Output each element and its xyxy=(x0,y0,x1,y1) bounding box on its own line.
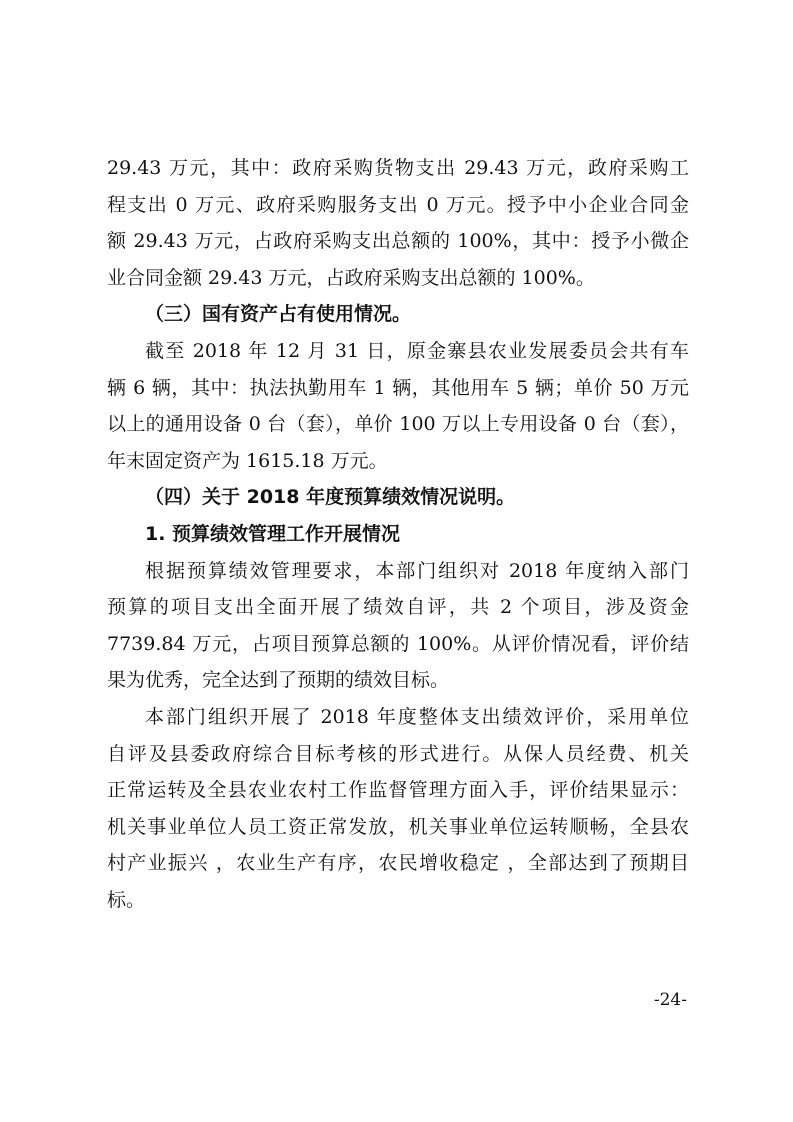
text-line: 额 29.43 万元，占政府采购支出总额的 100%，其中：授予小微企 xyxy=(107,230,689,253)
page-number: -24- xyxy=(653,990,687,1010)
text-line: （三）国有资产占有使用情况。 xyxy=(145,303,412,326)
document-body xyxy=(107,150,689,918)
text-line: 果为优秀，完全达到了预期的绩效目标。 xyxy=(107,669,450,692)
text-line: （四）关于 2018 年度预算绩效情况说明。 xyxy=(145,486,516,509)
text-line: 预算的项目支出全面开展了绩效自评，共 2 个项目，涉及资金 xyxy=(107,596,689,619)
text-line: 根据预算绩效管理要求，本部门组织对 2018 年度纳入部门 xyxy=(145,559,689,582)
text-line: 自评及县委政府综合目标考核的形式进行。从保人员经费、机关 xyxy=(107,742,689,765)
paragraph xyxy=(107,150,689,296)
text-line: 7739.84 万元，占项目预算总额的 100%。从评价情况看，评价结 xyxy=(107,632,689,655)
text-line: 以上的通用设备 0 台（套），单价 100 万以上专用设备 0 台（套）， xyxy=(107,413,689,436)
paragraph xyxy=(107,333,689,479)
text-line: 机关事业单位人员工资正常发放，机关事业单位运转顺畅，全县农 xyxy=(107,815,689,838)
text-line: 本部门组织开展了 2018 年度整体支出绩效评价，采用单位 xyxy=(145,705,689,728)
text-line: 截至 2018 年 12 月 31 日，原金寨县农业发展委员会共有车 xyxy=(145,339,689,362)
section-heading xyxy=(107,479,689,516)
text-line: 标。 xyxy=(107,888,146,911)
text-line: 29.43 万元，其中：政府采购货物支出 29.43 万元，政府采购工 xyxy=(107,157,689,179)
text-line: 1. 预算绩效管理工作开展情况 xyxy=(145,522,401,545)
text-line: 业合同金额 29.43 万元，占政府采购支出总额的 100%。 xyxy=(107,266,595,289)
paragraph xyxy=(107,553,689,699)
text-line: 正常运转及全县农业农村工作监督管理方面入手，评价结果显示： xyxy=(107,779,689,802)
text-line: 村产业振兴 ，农业生产有序，农民增收稳定 ，全部达到了预期目 xyxy=(107,852,689,875)
text-line: 辆 6 辆，其中：执法执勤用车 1 辆，其他用车 5 辆；单价 50 万元 xyxy=(107,376,689,399)
section-heading xyxy=(107,296,689,333)
section-heading xyxy=(107,516,689,553)
paragraph xyxy=(107,699,689,919)
text-line: 程支出 0 万元、政府采购服务支出 0 万元。授予中小企业合同金 xyxy=(107,193,689,216)
text-line: 年末固定资产为 1615.18 万元。 xyxy=(107,449,388,472)
